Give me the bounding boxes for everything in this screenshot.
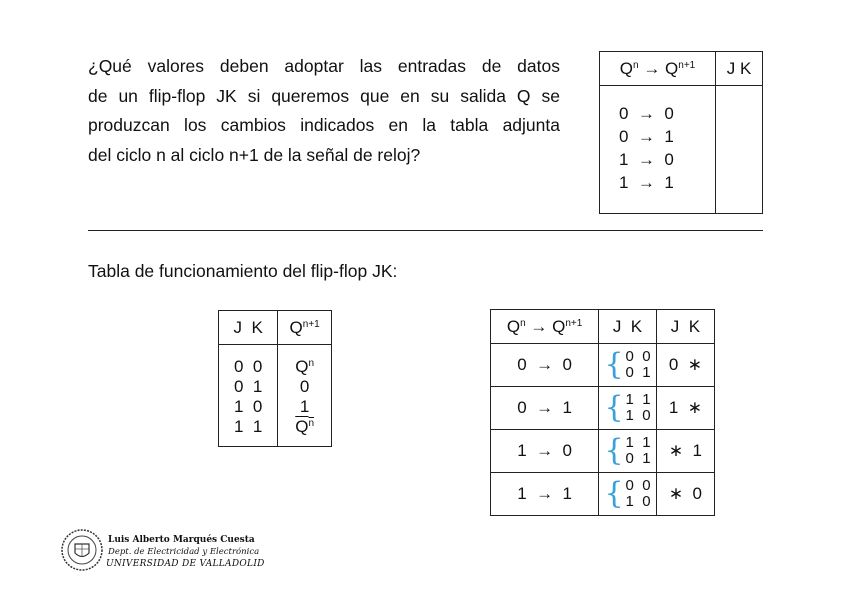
table-row: $Q^n$ bbox=[295, 356, 315, 376]
jk-values bbox=[219, 345, 278, 447]
university-seal-icon bbox=[60, 528, 104, 572]
transition-header: $Q^n \to Q^{n+1}$ bbox=[600, 52, 716, 86]
q-next-values bbox=[278, 345, 332, 447]
table-row: 1 0 bbox=[233, 396, 263, 416]
q-next-header: $Q^{n+1}$ bbox=[278, 311, 332, 345]
transition-cell: 1 → 0 bbox=[491, 430, 599, 473]
table-row bbox=[491, 430, 715, 473]
table-row bbox=[491, 387, 715, 430]
jk-answer-cell bbox=[716, 86, 763, 214]
jk-options-cell: { 1 1 1 0 bbox=[599, 387, 657, 430]
divider bbox=[88, 230, 763, 231]
table-row bbox=[491, 473, 715, 516]
transition-cell: 0 → 1 bbox=[491, 387, 599, 430]
jk-options-cell: { 0 0 0 1 bbox=[599, 344, 657, 387]
brace-icon: { bbox=[604, 476, 624, 511]
jk-result-cell: ∗ 1 bbox=[656, 430, 714, 473]
excitation-table bbox=[490, 309, 715, 516]
table-row: 1 bbox=[299, 396, 310, 416]
table-row: 0 0 bbox=[233, 356, 263, 376]
jk-result-cell: 1 ∗ bbox=[656, 387, 714, 430]
transition-cell: 0 → 0 bbox=[491, 344, 599, 387]
question-text bbox=[88, 52, 560, 170]
question-line: ¿Qué valores deben adoptar las entradas de datos bbox=[88, 56, 560, 76]
department: Dept. de Electricidad y Electrónica bbox=[108, 547, 260, 557]
jk-result-cell: ∗ 0 bbox=[656, 473, 714, 516]
transition-table bbox=[599, 51, 763, 214]
table-row: 1 → 0 bbox=[619, 149, 674, 169]
transition-rows bbox=[600, 86, 716, 214]
table-row: 0 → 0 bbox=[619, 103, 674, 123]
brace-icon: { bbox=[604, 347, 624, 382]
jk-header: J K bbox=[656, 310, 714, 344]
question-line: produzcan los cambios indicados en la tabla adjunta bbox=[88, 115, 560, 135]
university-name: UNIVERSIDAD DE VALLADOLID bbox=[106, 559, 265, 569]
question-line: de un flip-flop JK si queremos que en su salida Q se bbox=[88, 85, 560, 106]
table-row: 1 1 bbox=[233, 416, 263, 436]
table-row: 0 1 bbox=[233, 376, 263, 396]
jk-options-cell: { 0 0 1 0 bbox=[599, 473, 657, 516]
table-row: 1 → 1 bbox=[619, 172, 674, 192]
brace-icon: { bbox=[604, 433, 624, 468]
jk-options-cell: { 1 1 0 1 bbox=[599, 430, 657, 473]
function-table bbox=[218, 310, 332, 447]
jk-header: J K bbox=[219, 311, 278, 345]
table-row bbox=[491, 344, 715, 387]
table-row: $Q^n$ bbox=[295, 416, 315, 436]
jk-header: J K bbox=[599, 310, 657, 344]
section-title: Tabla de funcionamiento del flip-flop JK: bbox=[88, 261, 398, 281]
table-row: 0 → 1 bbox=[619, 126, 674, 146]
table-row: 0 bbox=[299, 376, 310, 396]
question-line: del ciclo n al ciclo n+1 de la señal de reloj? bbox=[88, 144, 421, 165]
brace-icon: { bbox=[604, 390, 624, 425]
transition-cell: 1 → 1 bbox=[491, 473, 599, 516]
transition-header: $Q^n \to Q^{n+1}$ bbox=[491, 310, 599, 344]
jk-result-cell: 0 ∗ bbox=[656, 344, 714, 387]
author-name: Luis Alberto Marqués Cuesta bbox=[108, 535, 255, 545]
jk-header: J K bbox=[716, 52, 763, 86]
